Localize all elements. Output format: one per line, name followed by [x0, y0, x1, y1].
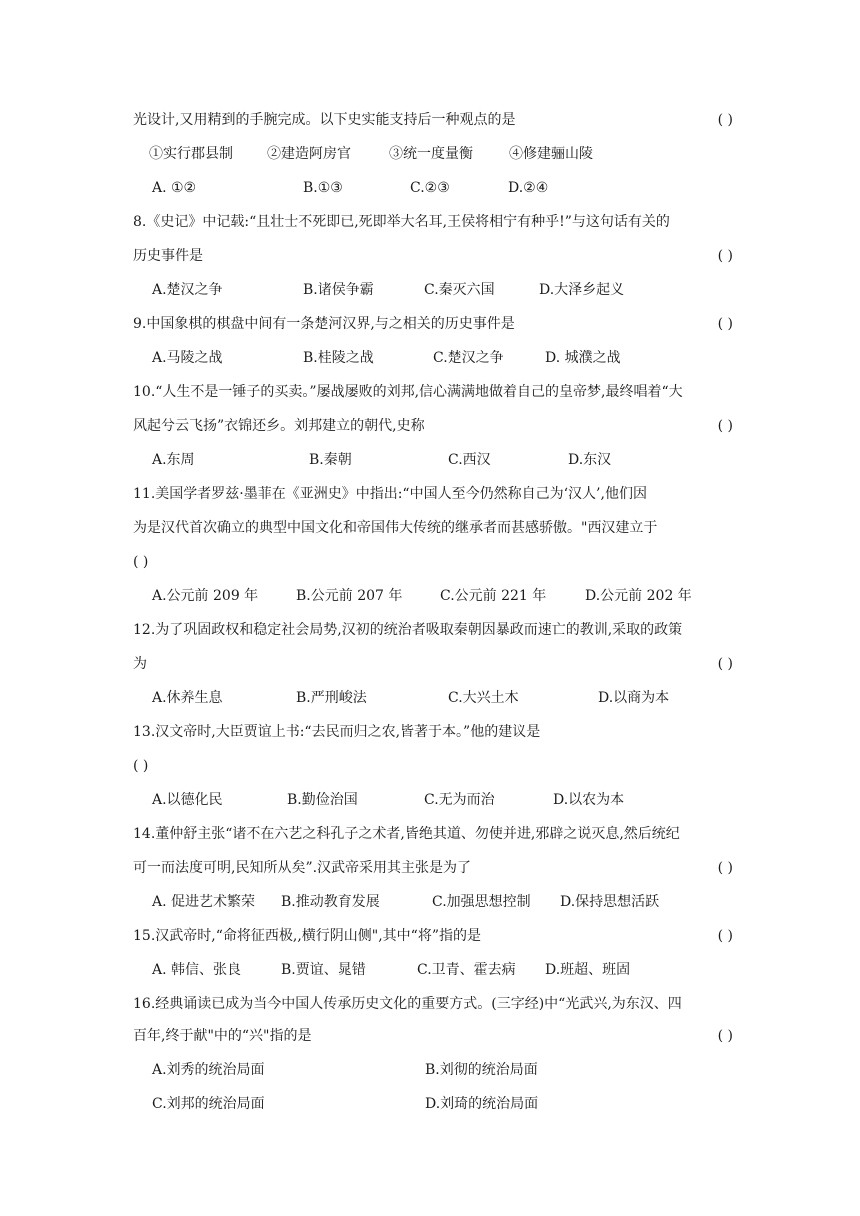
- q13-bracket-line: [133, 756, 733, 776]
- answer-bracket: ( ): [133, 554, 149, 570]
- q12-stem-1: 12.为了巩固政权和稳定社会局势,汉初的统治者吸取秦朝因暴政而速亡的教训,采取的政策: [133, 622, 683, 638]
- q8-stem-2: 历史事件是 ( ): [133, 248, 733, 264]
- option-a: A. 促进艺术繁荣: [152, 894, 256, 910]
- option-b: B.刘彻的统治局面: [425, 1062, 538, 1078]
- option-d: D.大泽乡起义: [539, 282, 625, 298]
- option-d: D. 城濮之战: [545, 350, 621, 366]
- option-a: A. ①②: [152, 180, 197, 196]
- q9-stem: 9.中国象棋的棋盘中间有一条楚河汉界,与之相关的历史事件是 ( ): [133, 316, 733, 332]
- option-c: C.西汉: [448, 452, 491, 468]
- option-b: B.桂陵之战: [303, 350, 374, 366]
- q10-stem-1: 10.“人生不是一锤子的买卖。”屡战屡败的刘邦,信心满满地做着自己的皇帝梦,最终唱着“大: [133, 384, 683, 400]
- q13-stem: 13.汉文帝时,大臣贾谊上书:“去民而归之农,皆著于本。”他的建议是: [133, 724, 541, 740]
- option-b: B.①③: [303, 180, 343, 196]
- option-a: A.马陵之战: [152, 350, 223, 366]
- statement-2: ②建造阿房官: [267, 146, 351, 162]
- statement-4: ④修建骊山陵: [509, 146, 593, 162]
- answer-bracket: ( ): [133, 758, 149, 774]
- answer-bracket: ( ): [717, 656, 733, 672]
- statement-1: ①实行郡县制: [149, 146, 233, 162]
- answer-bracket: ( ): [717, 248, 733, 264]
- answer-bracket: ( ): [717, 928, 733, 944]
- answer-bracket: ( ): [717, 1028, 733, 1044]
- option-a: A.刘秀的统治局面: [152, 1062, 265, 1078]
- q11-stem-1: 11.美国学者罗兹·墨菲在《亚洲史》中指出:“中国人至今仍然称自己为‘汉人’,他们因: [133, 486, 647, 502]
- option-b: B.贾谊、晁错: [281, 962, 366, 978]
- option-d: D.②④: [508, 180, 549, 196]
- q14-stem-2: 可一而法度可明,民知所从矣”.汉武帝采用其主张是为了 ( ): [133, 860, 733, 876]
- answer-bracket: ( ): [717, 860, 733, 876]
- option-a: A.东周: [152, 452, 195, 468]
- option-c: C.②③: [410, 180, 450, 196]
- q12-stem-2: 为 ( ): [133, 656, 733, 672]
- answer-bracket: ( ): [717, 316, 733, 332]
- option-c: C.刘邦的统治局面: [152, 1096, 265, 1112]
- option-a: A.楚汉之争: [152, 282, 223, 298]
- option-a: A.以德化民: [152, 792, 223, 808]
- q7-stem: 光设计,又用精到的手腕完成。以下史实能支持后一种观点的是 ( ): [133, 112, 733, 128]
- option-c: C.卫青、霍去病: [417, 962, 516, 978]
- option-c: C.楚汉之争: [433, 350, 504, 366]
- option-a: A. 韩信、张良: [152, 962, 242, 978]
- q11-bracket-line: [133, 552, 733, 572]
- q11-stem-2: 为是汉代首次确立的典型中国文化和帝国伟大传统的继承者而甚感骄傲。"西汉建立于: [133, 520, 658, 536]
- q16-stem-1: 16.经典诵读已成为当今中国人传承历史文化的重要方式。(三字经)中“光武兴,为东汉、四: [133, 996, 682, 1012]
- option-d: D.班超、班固: [545, 962, 631, 978]
- option-b: B.勤俭治国: [287, 792, 358, 808]
- option-c: C.无为而治: [424, 792, 495, 808]
- option-d: D.以农为本: [553, 792, 625, 808]
- option-c: C.秦灭六国: [424, 282, 495, 298]
- option-b: B.秦朝: [309, 452, 352, 468]
- option-a: A.休养生息: [152, 690, 223, 706]
- q8-stem-1: 8.《史记》中记载:“且壮士不死即已,死即举大名耳,王侯将相宁有种乎!”与这句话有关的: [133, 214, 670, 230]
- option-d: D.东汉: [568, 452, 612, 468]
- answer-bracket: ( ): [717, 418, 733, 434]
- q15-stem: 15.汉武帝时,“命将征西极,,横行阴山侧",其中“将”指的是 ( ): [133, 928, 733, 944]
- option-b: B.严刑峻法: [296, 690, 367, 706]
- option-c: C.加强思想控制: [432, 894, 531, 910]
- option-d: D.保持思想活跃: [560, 894, 660, 910]
- option-c: C.大兴土木: [448, 690, 519, 706]
- option-b: B.诸侯争霸: [303, 282, 374, 298]
- statement-3: ③统一度量衡: [389, 146, 473, 162]
- option-d: D.刘琦的统治局面: [425, 1096, 539, 1112]
- option-b: B.推动教育发展: [281, 894, 380, 910]
- answer-bracket: ( ): [717, 112, 733, 128]
- option-c: C.公元前 221 年: [440, 588, 547, 604]
- q10-stem-2: 风起兮云飞扬”衣锦还乡。刘邦建立的朝代,史称 ( ): [133, 418, 733, 434]
- option-d: D.公元前 202 年: [585, 588, 692, 604]
- q16-stem-2: 百年,终于献"中的“兴"指的是 ( ): [133, 1028, 733, 1044]
- option-d: D.以商为本: [598, 690, 670, 706]
- option-a: A.公元前 209 年: [152, 588, 259, 604]
- q14-stem-1: 14.董仲舒主张“诸不在六艺之科孔子之术者,皆绝其道、勿使并进,邪辟之说灭息,然后统纪: [133, 826, 680, 842]
- option-b: B.公元前 207 年: [296, 588, 403, 604]
